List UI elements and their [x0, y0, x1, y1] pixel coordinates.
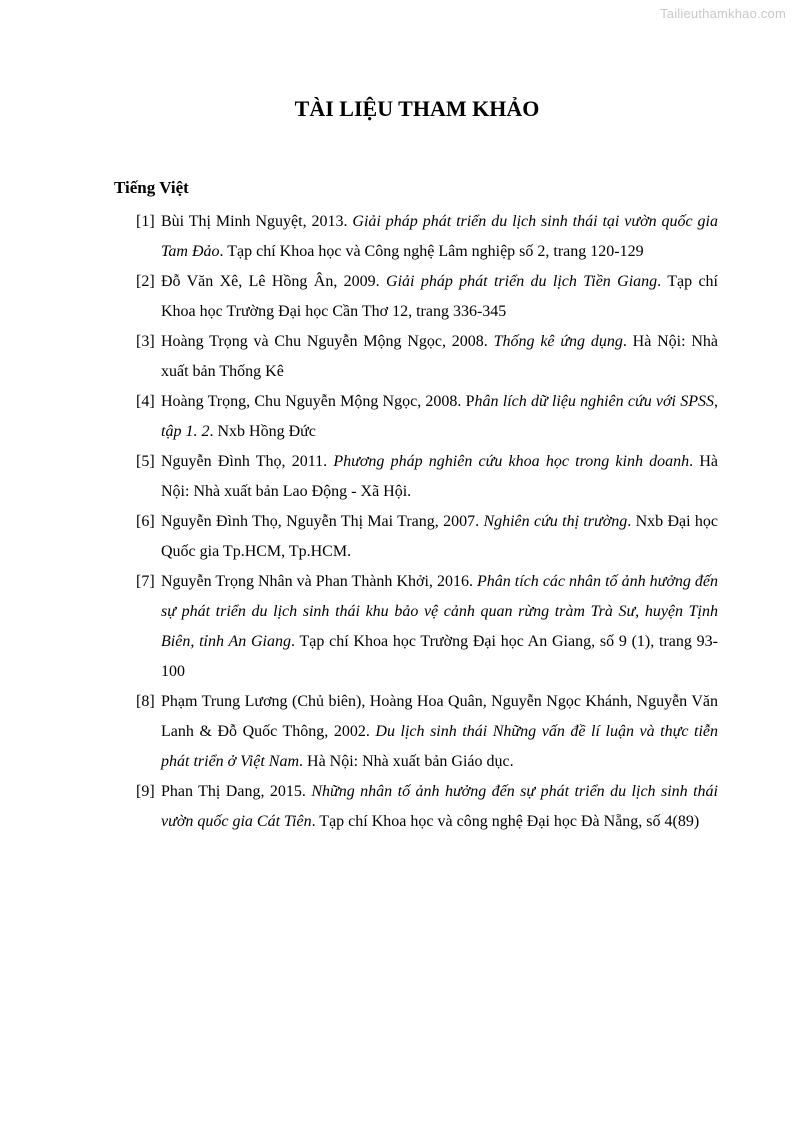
reference-item-9	[136, 777, 718, 837]
reference-authors: Phan Thị Dang, 2015.	[161, 783, 312, 800]
section-heading: Tiếng Việt	[114, 178, 189, 197]
reference-title: hân lích dữ liệu nghiên cứu với SPSS	[474, 393, 714, 410]
reference-item-1	[136, 207, 718, 267]
watermark-text: Tailieuthamkhao.com	[660, 6, 786, 21]
reference-item-2	[136, 267, 718, 327]
reference-authors: Hoàng Trọng và Chu Nguyễn Mộng Ngọc, 2008.	[161, 333, 494, 350]
reference-authors: Nguyễn Đình Thọ, Nguyễn Thị Mai Trang, 2007.	[161, 513, 484, 530]
reference-title: Du lịch sinh thái Những vấn đề lí luận và thực tiễn phát triển ở Việt Nam	[161, 723, 718, 770]
reference-number: [5]	[136, 453, 155, 470]
reference-authors: Phạm Trung Lương (Chủ biên), Hoàng Hoa Quân, Nguyễn Ngọc Khánh, Nguyễn Văn Lanh & Đỗ Quốc Thông, 2002.	[161, 693, 718, 740]
reference-authors: Bùi Thị Minh Nguyệt, 2013.	[161, 213, 353, 230]
reference-title: Phương pháp nghiên cứu khoa học trong kinh doanh	[333, 453, 690, 470]
reference-item-3	[136, 327, 718, 387]
reference-source: . Tạp chí Khoa học Trường Đại học An Giang, số 9 (1), trang 93-100	[161, 633, 718, 680]
reference-number: [1]	[136, 213, 155, 230]
reference-authors: Đỗ Văn Xê, Lê Hồng Ân, 2009.	[161, 273, 387, 290]
reference-source: . Hà Nội: Nhà xuất bản Lao Động - Xã Hội.	[161, 453, 719, 500]
reference-title: Thống kê ứng dụng	[493, 333, 623, 350]
reference-item-4	[136, 387, 718, 447]
reference-title: Nghiên cứu thị trường	[483, 513, 628, 530]
reference-authors: Nguyễn Đình Thọ, 2011.	[161, 453, 334, 470]
reference-title: Giải pháp phát triển du lịch Tiền Giang	[386, 273, 658, 290]
reference-source: . Nxb Đại học Quốc gia Tp.HCM, Tp.HCM.	[161, 513, 719, 560]
reference-number: [6]	[136, 513, 155, 530]
reference-number: [4]	[136, 393, 155, 410]
reference-title: Những nhân tố ảnh hưởng đến sự phát triển du lịch sinh thái vườn quốc gia Cát Tiên	[161, 783, 718, 830]
reference-source: . Nxb Hồng Đức	[209, 423, 316, 440]
reference-authors: Hoàng Trọng, Chu Nguyễn Mộng Ngọc, 2008. P	[161, 393, 475, 410]
reference-source: . Tạp chí Khoa học và Công nghệ Lâm nghiệp số 2, trang 120-129	[219, 243, 644, 260]
reference-list	[136, 207, 718, 837]
reference-authors: Nguyễn Trọng Nhân và Phan Thành Khởi, 2016.	[161, 573, 477, 590]
page-title: TÀI LIỆU THAM KHẢO	[294, 96, 540, 121]
reference-item-6	[136, 507, 718, 567]
reference-number: [9]	[136, 783, 155, 800]
reference-separator: ,	[714, 393, 718, 410]
reference-item-7	[136, 567, 718, 687]
reference-source: . Hà Nội: Nhà xuất bản Thống Kê	[161, 333, 719, 380]
reference-source: . Hà Nội: Nhà xuất bản Giáo dục.	[299, 753, 514, 770]
reference-volume: tập 1. 2	[161, 423, 210, 440]
reference-item-5	[136, 447, 718, 507]
reference-item-8	[136, 687, 718, 777]
reference-number: [8]	[136, 693, 155, 710]
reference-source: . Tạp chí Khoa học và công nghệ Đại học Đà Nẵng, số 4(89)	[311, 813, 700, 830]
reference-number: [2]	[136, 273, 155, 290]
reference-number: [3]	[136, 333, 155, 350]
reference-source: . Tạp chí Khoa học Trường Đại học Cần Thơ 12, trang 336-345	[161, 273, 718, 320]
reference-title: Giải pháp phát triển du lịch sinh thái tại vườn quốc gia Tam Đảo	[161, 213, 718, 260]
reference-number: [7]	[136, 573, 155, 590]
reference-title: Phân tích các nhân tố ảnh hưởng đến sự phát triển du lịch sinh thái khu bảo vệ cảnh quan rừng tràm Trà Sư, huyện Tịnh Biên, tỉnh An Giang	[161, 573, 718, 650]
